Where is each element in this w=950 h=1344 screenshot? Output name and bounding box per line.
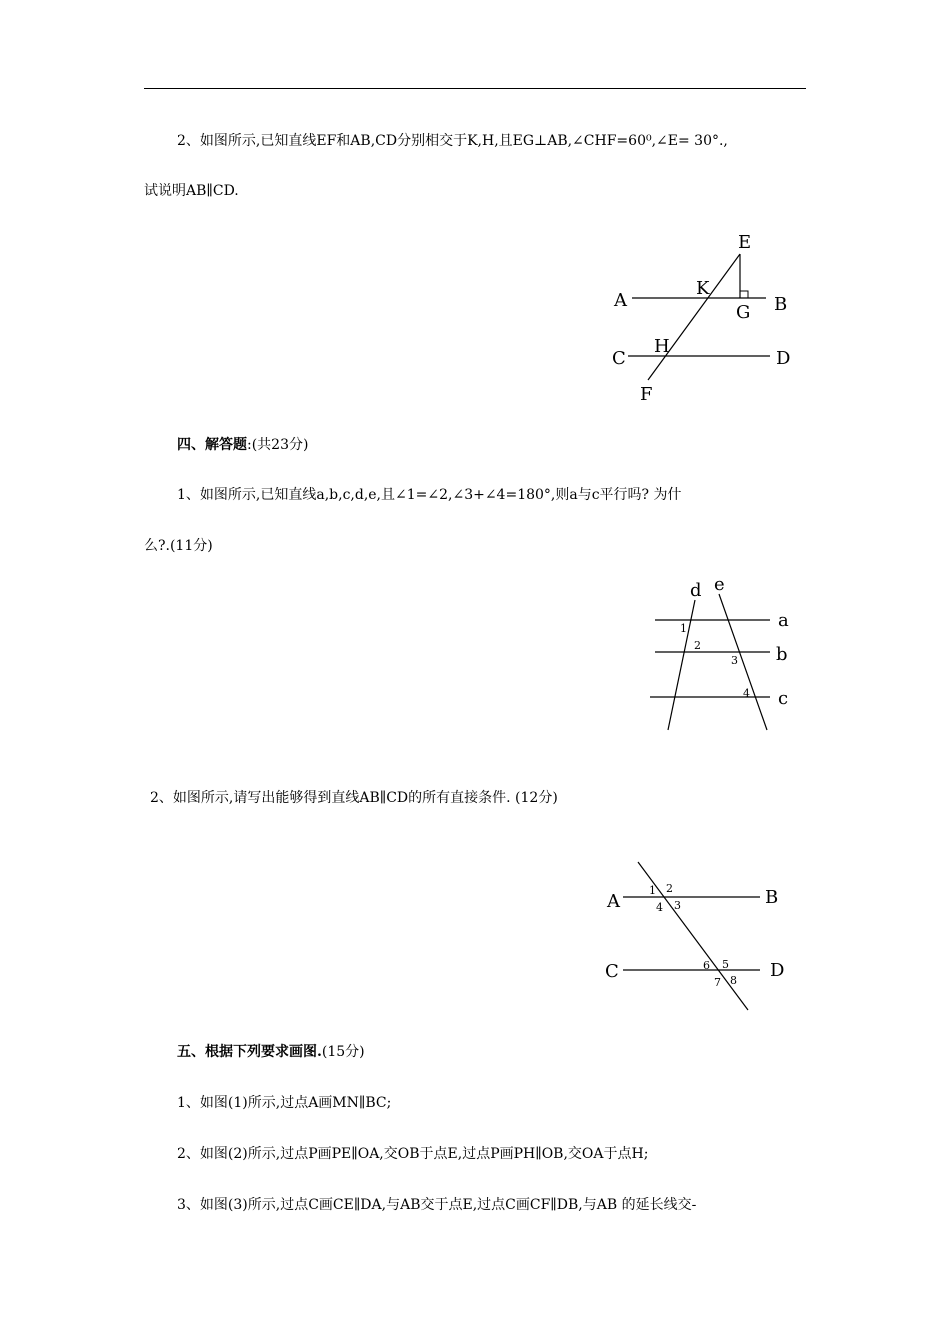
section5-heading-note: (15分) [321, 1044, 365, 1060]
label-c: c [778, 688, 789, 709]
figure-ab-cd-transversal [595, 855, 795, 1015]
q3-2-line2: 试说明AB∥CD. [144, 183, 239, 199]
label-D: D [776, 348, 791, 369]
angle-3: 3 [674, 899, 681, 912]
label-b: b [776, 644, 788, 665]
header-rule [144, 88, 806, 89]
angle-2: 2 [694, 639, 701, 652]
angle-8: 8 [730, 974, 737, 987]
label-G: G [736, 302, 751, 323]
label-D: D [770, 960, 785, 981]
s5-q3: 3、如图(3)所示,过点C画CE∥DA,与AB交于点E,过点C画CF∥DB,与AB 的延长线交- [177, 1197, 697, 1213]
label-B: B [774, 294, 788, 315]
angle-4: 4 [743, 687, 750, 700]
label-C: C [612, 348, 626, 369]
label-K: K [696, 278, 710, 299]
label-E: E [738, 232, 752, 253]
q3-2-line1: 2、如图所示,已知直线EF和AB,CD分别相交于K,H,且EG⊥AB,∠CHF=60⁰,∠E= 30°., [177, 133, 728, 149]
label-A: A [614, 290, 627, 311]
section5-heading: 五、根据下列要求画图. [177, 1044, 322, 1060]
label-H: H [654, 336, 670, 357]
label-a: a [778, 610, 789, 631]
section4-heading-note: :(共23分) [247, 437, 309, 453]
label-C: C [605, 961, 619, 982]
section4-heading-row [177, 435, 308, 455]
angle-2: 2 [666, 882, 673, 895]
s4-q1-line1: 1、如图所示,已知直线a,b,c,d,e,且∠1=∠2,∠3+∠4=180°,则a与c平行吗? 为什 [177, 487, 682, 503]
s4-q2-line: 2、如图所示,请写出能够得到直线AB∥CD的所有直接条件. (12分) [150, 790, 558, 806]
label-e: e [714, 574, 725, 595]
s5-q2: 2、如图(2)所示,过点P画PE∥OA,交OB于点E,过点P画PH∥OB,交OA于点H; [177, 1146, 649, 1162]
angle-7: 7 [714, 976, 721, 989]
label-F: F [640, 384, 653, 405]
angle-6: 6 [703, 959, 710, 972]
angle-4: 4 [656, 901, 663, 914]
s4-q1-line2: 么?.(11分) [144, 538, 213, 554]
label-d: d [690, 580, 702, 601]
angle-1: 1 [649, 884, 656, 897]
figure-lines-abcde [640, 570, 800, 735]
figure-ef-ab-cd [600, 228, 810, 406]
label-A: A [607, 891, 620, 912]
label-B: B [765, 887, 779, 908]
section5-heading-row [177, 1042, 365, 1062]
section4-heading: 四、解答题 [177, 437, 247, 453]
angle-5: 5 [722, 958, 729, 971]
s5-q1: 1、如图(1)所示,过点A画MN∥BC; [177, 1095, 392, 1111]
angle-1: 1 [680, 622, 687, 635]
angle-3: 3 [731, 654, 738, 667]
